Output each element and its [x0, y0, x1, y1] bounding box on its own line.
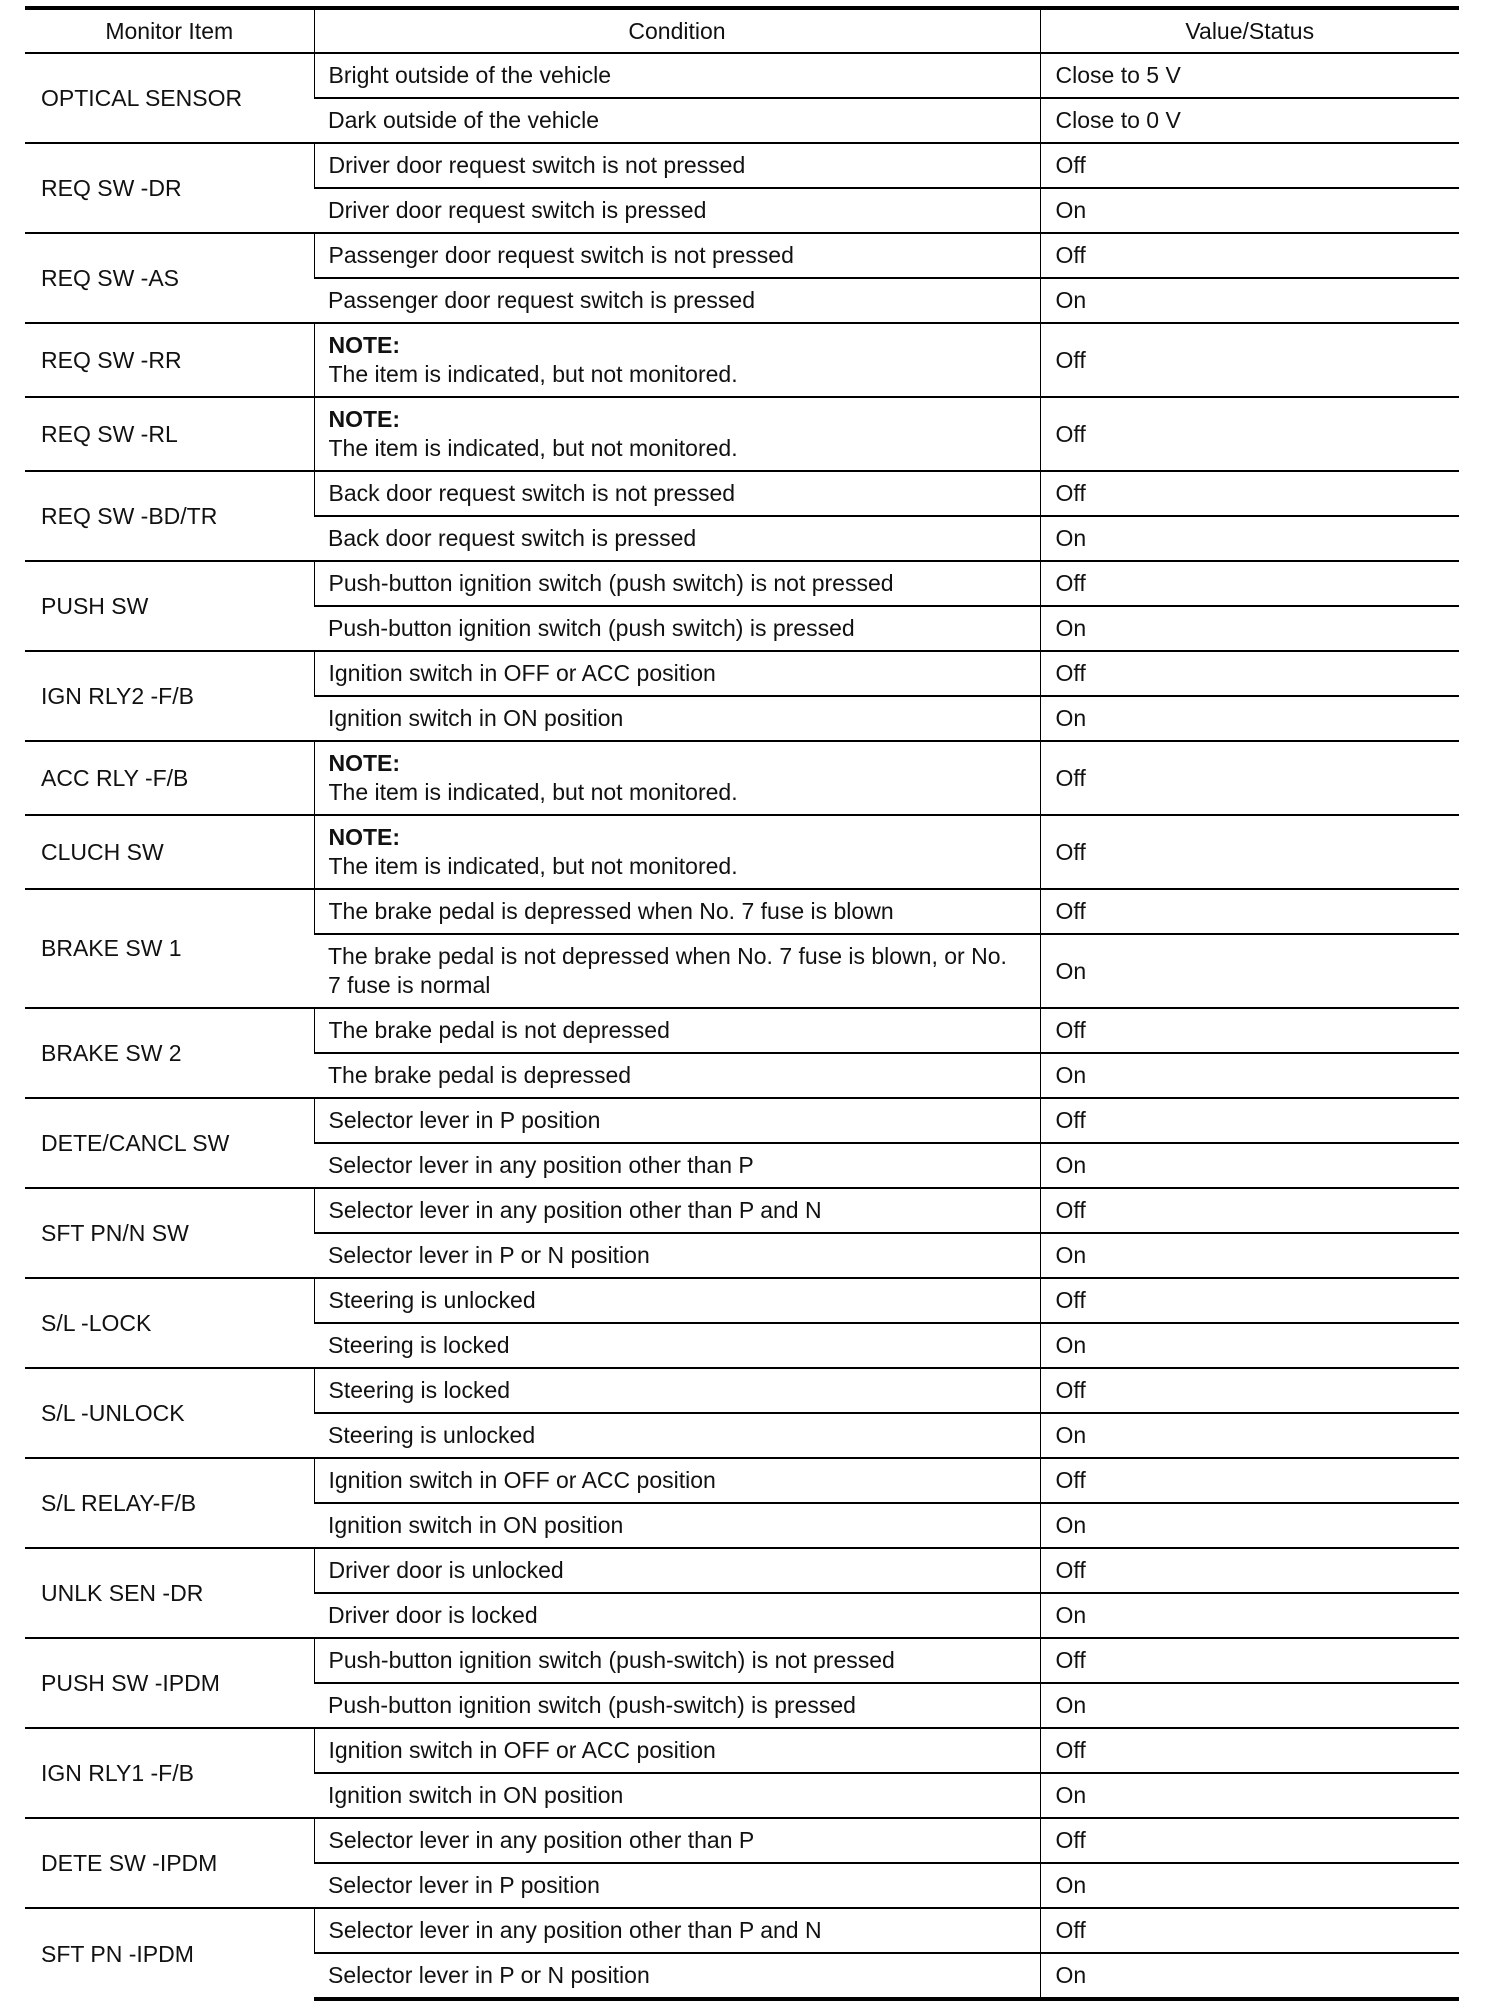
value-status-cell: On [1040, 1773, 1459, 1818]
condition-cell [314, 696, 1040, 741]
table-row [25, 1098, 1459, 1143]
condition-cell [314, 1188, 1040, 1233]
condition-cell [314, 1818, 1040, 1863]
condition-cell [314, 561, 1040, 606]
table-row [25, 233, 1459, 278]
condition-cell [314, 934, 1040, 1008]
monitor-item-cell: BRAKE SW 1 [25, 889, 314, 1008]
value-status-cell: Off [1040, 561, 1459, 606]
table-row [25, 561, 1459, 606]
table-row [25, 1728, 1459, 1773]
note-label: NOTE: [328, 824, 401, 850]
condition-text: The brake pedal is depressed when No. 7 fuse is blown [328, 898, 894, 924]
value-status-cell: Off [1040, 1368, 1459, 1413]
value-status-cell: Off [1040, 1008, 1459, 1053]
condition-text: Steering is locked [328, 1377, 511, 1403]
table-row [25, 323, 1459, 397]
header-monitor-item: Monitor Item [25, 8, 314, 53]
value-status-cell: Off [1040, 651, 1459, 696]
condition-cell [314, 1503, 1040, 1548]
header-value-status: Value/Status [1040, 8, 1459, 53]
value-status-cell: On [1040, 516, 1459, 561]
condition-cell [314, 1323, 1040, 1368]
value-status-cell: Off [1040, 1278, 1459, 1323]
condition-cell [314, 143, 1040, 188]
table-row [25, 1638, 1459, 1683]
condition-cell [314, 1638, 1040, 1683]
condition-text: Back door request switch is not pressed [328, 480, 736, 506]
note-label: NOTE: [328, 750, 401, 776]
condition-text: Driver door request switch is pressed [328, 197, 707, 223]
table-row [25, 1548, 1459, 1593]
condition-text: Selector lever in P or N position [328, 1242, 650, 1268]
value-status-cell: Off [1040, 1728, 1459, 1773]
monitor-item-cell: SFT PN -IPDM [25, 1908, 314, 1999]
condition-text: Back door request switch is pressed [328, 525, 697, 551]
condition-cell [314, 1548, 1040, 1593]
condition-text: Passenger door request switch is not pressed [328, 242, 794, 268]
monitor-item-cell: IGN RLY1 -F/B [25, 1728, 314, 1818]
condition-text: Steering is locked [328, 1332, 510, 1358]
monitor-item-cell: PUSH SW [25, 561, 314, 651]
condition-cell [314, 323, 1040, 397]
condition-cell [314, 1098, 1040, 1143]
condition-text: The item is indicated, but not monitored. [328, 435, 738, 461]
condition-cell [314, 397, 1040, 471]
condition-cell [314, 815, 1040, 889]
condition-text: The brake pedal is depressed [328, 1062, 632, 1088]
condition-cell [314, 1863, 1040, 1908]
value-status-cell: On [1040, 1593, 1459, 1638]
value-status-cell: Off [1040, 323, 1459, 397]
condition-cell [314, 1413, 1040, 1458]
table-row [25, 1008, 1459, 1053]
table-row [25, 815, 1459, 889]
monitor-item-cell: CLUCH SW [25, 815, 314, 889]
monitor-item-cell: S/L -UNLOCK [25, 1368, 314, 1458]
value-status-cell: Off [1040, 1638, 1459, 1683]
value-status-cell: On [1040, 934, 1459, 1008]
condition-text: Selector lever in P or N position [328, 1962, 650, 1988]
condition-cell [314, 1458, 1040, 1503]
condition-text: Ignition switch in ON position [328, 705, 624, 731]
condition-text: Driver door is locked [328, 1602, 538, 1628]
monitor-item-cell: S/L RELAY-F/B [25, 1458, 314, 1548]
monitor-item-cell: S/L -LOCK [25, 1278, 314, 1368]
note-label: NOTE: [328, 332, 401, 358]
condition-cell [314, 1953, 1040, 1999]
monitor-item-cell: ACC RLY -F/B [25, 741, 314, 815]
table-row [25, 1368, 1459, 1413]
condition-cell [314, 278, 1040, 323]
condition-text: The item is indicated, but not monitored. [328, 361, 738, 387]
value-status-cell: On [1040, 1143, 1459, 1188]
monitor-item-cell: OPTICAL SENSOR [25, 53, 314, 143]
condition-cell [314, 1053, 1040, 1098]
condition-text: Dark outside of the vehicle [328, 107, 600, 133]
value-status-cell: Off [1040, 471, 1459, 516]
condition-cell [314, 188, 1040, 233]
value-status-cell: On [1040, 1503, 1459, 1548]
monitor-item-cell: IGN RLY2 -F/B [25, 651, 314, 741]
value-status-cell: On [1040, 606, 1459, 651]
condition-cell [314, 1143, 1040, 1188]
condition-cell [314, 1683, 1040, 1728]
condition-cell [314, 1278, 1040, 1323]
value-status-cell: On [1040, 1953, 1459, 1999]
value-status-cell: Off [1040, 1818, 1459, 1863]
table-row [25, 1818, 1459, 1863]
table-row [25, 651, 1459, 696]
value-status-cell: On [1040, 1053, 1459, 1098]
condition-text: Selector lever in any position other than P and N [328, 1197, 822, 1223]
value-status-cell: Off [1040, 815, 1459, 889]
condition-text: Ignition switch in OFF or ACC position [328, 1737, 716, 1763]
condition-text: Selector lever in any position other than P [328, 1152, 754, 1178]
condition-text: Push-button ignition switch (push-switch) is pressed [328, 1692, 856, 1718]
table-row [25, 1188, 1459, 1233]
monitor-item-cell: PUSH SW -IPDM [25, 1638, 314, 1728]
condition-cell [314, 471, 1040, 516]
value-status-cell: Off [1040, 889, 1459, 934]
monitor-item-cell: BRAKE SW 2 [25, 1008, 314, 1098]
condition-text: Steering is unlocked [328, 1422, 536, 1448]
condition-text: The brake pedal is not depressed when No. 7 fuse is blown, or No. 7 fuse is normal [328, 943, 1007, 998]
table-row [25, 143, 1459, 188]
monitor-item-cell: REQ SW -RR [25, 323, 314, 397]
value-status-cell: Off [1040, 143, 1459, 188]
condition-cell [314, 889, 1040, 934]
value-status-cell: Off [1040, 741, 1459, 815]
condition-text: Ignition switch in OFF or ACC position [328, 1467, 716, 1493]
monitor-item-cell: REQ SW -BD/TR [25, 471, 314, 561]
condition-text: Selector lever in P position [328, 1107, 601, 1133]
value-status-cell: On [1040, 278, 1459, 323]
condition-text: Push-button ignition switch (push switch) is pressed [328, 615, 855, 641]
value-status-cell: On [1040, 696, 1459, 741]
monitor-item-cell: DETE SW -IPDM [25, 1818, 314, 1908]
monitor-item-cell: DETE/CANCL SW [25, 1098, 314, 1188]
condition-text: Ignition switch in OFF or ACC position [328, 660, 716, 686]
table-header [25, 8, 1459, 53]
note-label: NOTE: [328, 406, 401, 432]
condition-text: Driver door is unlocked [328, 1557, 564, 1583]
value-status-cell: On [1040, 1233, 1459, 1278]
condition-text: Selector lever in any position other than P [328, 1827, 755, 1853]
condition-text: Ignition switch in ON position [328, 1782, 624, 1808]
monitor-item-table [25, 6, 1459, 2001]
table-row [25, 397, 1459, 471]
table-row [25, 53, 1459, 98]
condition-text: Bright outside of the vehicle [328, 62, 612, 88]
monitor-item-cell: SFT PN/N SW [25, 1188, 314, 1278]
table-row [25, 889, 1459, 934]
condition-cell [314, 1728, 1040, 1773]
table-row [25, 471, 1459, 516]
value-status-cell: On [1040, 1413, 1459, 1458]
table-row [25, 1458, 1459, 1503]
table-row [25, 1908, 1459, 1953]
value-status-cell: Off [1040, 1908, 1459, 1953]
condition-cell [314, 1593, 1040, 1638]
condition-cell [314, 1368, 1040, 1413]
condition-cell [314, 98, 1040, 143]
value-status-cell: Off [1040, 1098, 1459, 1143]
condition-cell [314, 233, 1040, 278]
condition-cell [314, 606, 1040, 651]
condition-text: Selector lever in any position other than P and N [328, 1917, 822, 1943]
condition-cell [314, 53, 1040, 98]
value-status-cell: On [1040, 188, 1459, 233]
condition-text: Selector lever in P position [328, 1872, 600, 1898]
condition-cell [314, 1908, 1040, 1953]
monitor-item-cell: REQ SW -DR [25, 143, 314, 233]
condition-cell [314, 1773, 1040, 1818]
condition-text: The item is indicated, but not monitored. [328, 853, 738, 879]
value-status-cell: On [1040, 1683, 1459, 1728]
condition-text: Push-button ignition switch (push-switch) is not pressed [328, 1647, 895, 1673]
condition-text: Ignition switch in ON position [328, 1512, 624, 1538]
table-row [25, 1278, 1459, 1323]
monitor-item-cell: REQ SW -AS [25, 233, 314, 323]
value-status-cell: Off [1040, 1548, 1459, 1593]
value-status-cell: On [1040, 1323, 1459, 1368]
condition-text: Driver door request switch is not pressed [328, 152, 746, 178]
condition-text: Push-button ignition switch (push switch) is not pressed [328, 570, 894, 596]
condition-text: Steering is unlocked [328, 1287, 536, 1313]
value-status-cell: Close to 0 V [1040, 98, 1459, 143]
value-status-cell: Off [1040, 1188, 1459, 1233]
header-condition: Condition [314, 8, 1040, 53]
condition-cell [314, 516, 1040, 561]
value-status-cell: Close to 5 V [1040, 53, 1459, 98]
monitor-item-cell: UNLK SEN -DR [25, 1548, 314, 1638]
condition-cell [314, 651, 1040, 696]
value-status-cell: Off [1040, 233, 1459, 278]
condition-cell [314, 741, 1040, 815]
condition-text: Passenger door request switch is pressed [328, 287, 755, 313]
condition-cell [314, 1008, 1040, 1053]
monitor-item-table-container [25, 6, 1459, 2001]
value-status-cell: Off [1040, 397, 1459, 471]
condition-cell [314, 1233, 1040, 1278]
condition-text: The item is indicated, but not monitored. [328, 779, 738, 805]
condition-text: The brake pedal is not depressed [328, 1017, 670, 1043]
value-status-cell: On [1040, 1863, 1459, 1908]
table-body [25, 53, 1459, 1999]
table-row [25, 741, 1459, 815]
value-status-cell: Off [1040, 1458, 1459, 1503]
monitor-item-cell: REQ SW -RL [25, 397, 314, 471]
